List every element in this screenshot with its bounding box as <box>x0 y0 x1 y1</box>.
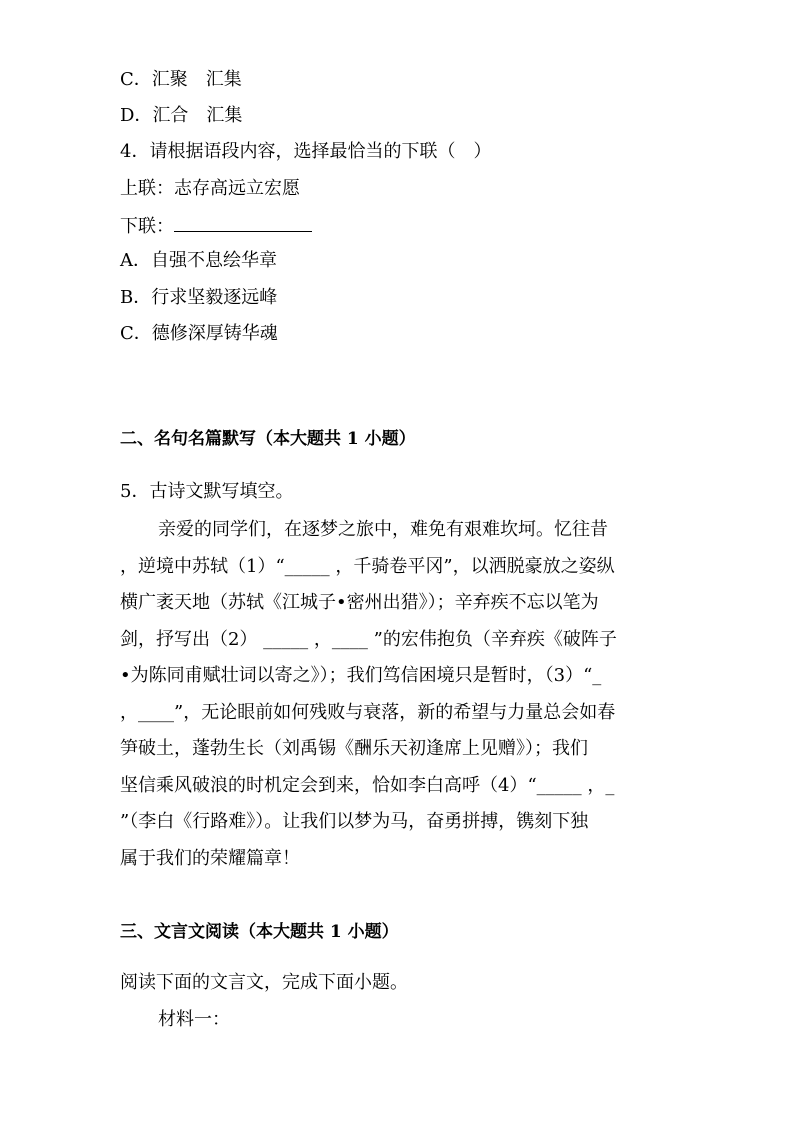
q4-option-b <box>120 286 673 310</box>
section2-heading: 二、名句名篇默写（本大题共 1 小题） <box>120 429 416 449</box>
lower-couplet-label: 下联： <box>120 216 174 237</box>
option-label: D． <box>120 105 153 126</box>
option-text: 汇合 汇集 <box>152 105 243 126</box>
passage-line: 坚信乘风破浪的时机定会到来，恰如李白高呼（4）“_____ ，_ <box>120 774 615 796</box>
option-label: A． <box>120 250 151 271</box>
section3-heading: 三、文言文阅读（本大题共 1 小题） <box>120 922 399 942</box>
passage-line: 亲爱的同学们，在逐梦之旅中，难免有艰难坎坷。忆往昔 <box>158 519 608 540</box>
passage-line: ，____”，无论眼前如何残败与衰落，新的希望与力量总会如春 <box>120 701 616 723</box>
q3-option-c <box>120 68 673 92</box>
q4-option-a <box>120 249 673 273</box>
option-text: 行求坚毅逐远峰 <box>151 287 278 308</box>
passage-line: ”（李白《行路难》）。让我们以梦为马，奋勇拼搏，镌刻下独 <box>120 811 589 832</box>
q5-stem: 5．古诗文默写填空。 <box>120 481 294 502</box>
passage-line: 横广袤天地（苏轼《江城子•密州出猎》）；辛弃疾不忘以笔为 <box>120 592 599 613</box>
option-text: 自强不息绘华章 <box>151 250 277 271</box>
option-label: C． <box>120 323 152 344</box>
passage-line: 笋破土，蓬勃生长（刘禹锡《酬乐天初逢席上见赠》）；我们 <box>120 738 588 759</box>
option-text: 德修深厚铸华魂 <box>151 323 278 344</box>
q4-stem: 4．请根据语段内容，选择最恰当的下联（ ） <box>120 141 492 162</box>
option-label: C． <box>120 69 152 90</box>
passage-line: 属于我们的荣耀篇章！ <box>120 847 300 869</box>
answer-blank[interactable] <box>174 213 312 232</box>
passage-line: •为陈同甫赋壮词以寄之》）；我们笃信困境只是暂时，（3）“_ <box>120 665 602 686</box>
q4-upper-couplet: 上联：志存高远立宏愿 <box>120 178 300 199</box>
q4-option-c <box>120 322 673 346</box>
poetry-passage <box>120 512 676 877</box>
material-one-label: 材料一： <box>158 1009 230 1030</box>
q3-option-d <box>120 104 673 128</box>
q4-lower-couplet <box>120 213 673 239</box>
passage-line: 剑，抒写出（2） _____ ，____ ”的宏伟抱负（辛弃疾《破阵子 <box>120 628 617 650</box>
option-text: 汇聚 汇集 <box>151 69 242 90</box>
passage-line: ，逆境中苏轼（1）“_____ ，千骑卷平冈”，以洒脱豪放之姿纵 <box>120 555 615 577</box>
option-label: B． <box>120 287 152 308</box>
section3-intro: 阅读下面的文言文，完成下面小题。 <box>120 972 408 993</box>
